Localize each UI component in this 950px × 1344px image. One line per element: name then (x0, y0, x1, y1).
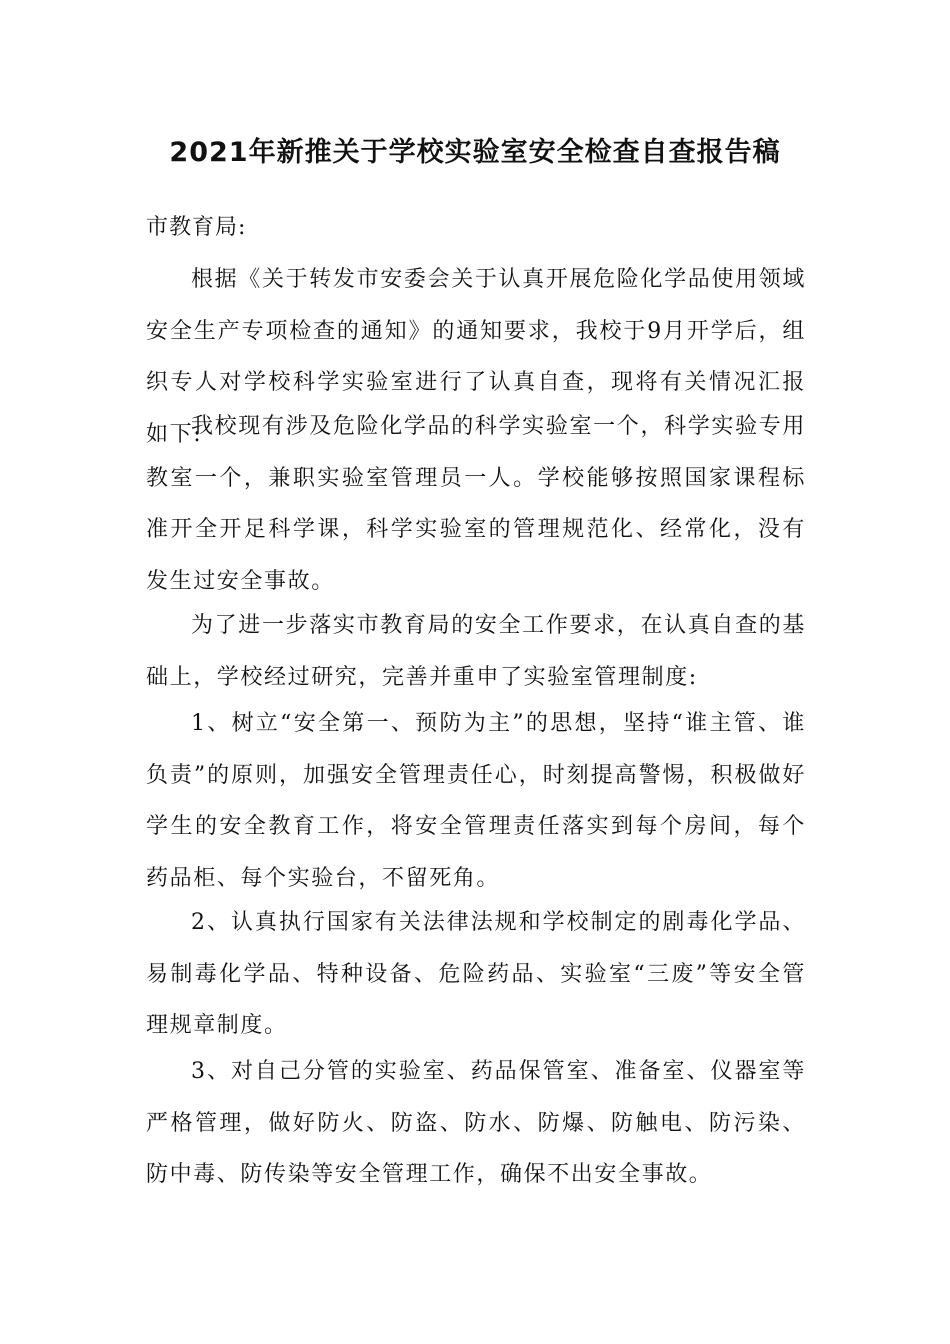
paragraph-1: 根据《关于转发市安委会关于认真开展危险化学品使用领域安全生产专项检查的通知》的通知要求，我校于9月开学后，组织专人对学校科学实验室进行了认真自查，现将有关情况汇报如下: (146, 267, 806, 447)
paragraph-2: 我校现有涉及危险化学品的科学实验室一个，科学实验专用教室一个，兼职实验室管理员一人。学校能够按照国家课程标准开全开足科学课，科学实验室的管理规范化、经常化，没有发生过安全事故。 (146, 414, 806, 594)
paragraph-5: 2、认真执行国家有关法律法规和学校制定的剧毒化学品、易制毒化学品、特种设备、危险药品、实验室“三废”等安全管理规章制度。 (146, 910, 806, 1038)
paragraph-3: 为了进一步落实市教育局的安全工作要求，在认真自查的基础上，学校经过研究，完善并重申了实验室管理制度: (146, 613, 806, 690)
document-title: 2021年新推关于学校实验室安全检查自查报告稿 (169, 137, 781, 168)
paragraph-4: 1、树立“安全第一、预防为主”的思想，坚持“谁主管、谁负责”的原则，加强安全管理责任心，时刻提高警惕，积极做好学生的安全教育工作，将安全管理责任落实到每个房间，每个药品柜、每个实验台，不留死角。 (146, 711, 806, 891)
paragraph-6: 3、对自己分管的实验室、药品保管室、准备室、仪器室等严格管理，做好防火、防盗、防水、防爆、防触电、防污染、防中毒、防传染等安全管理工作，确保不出安全事故。 (146, 1059, 806, 1187)
salutation: 市教育局: (146, 215, 247, 240)
